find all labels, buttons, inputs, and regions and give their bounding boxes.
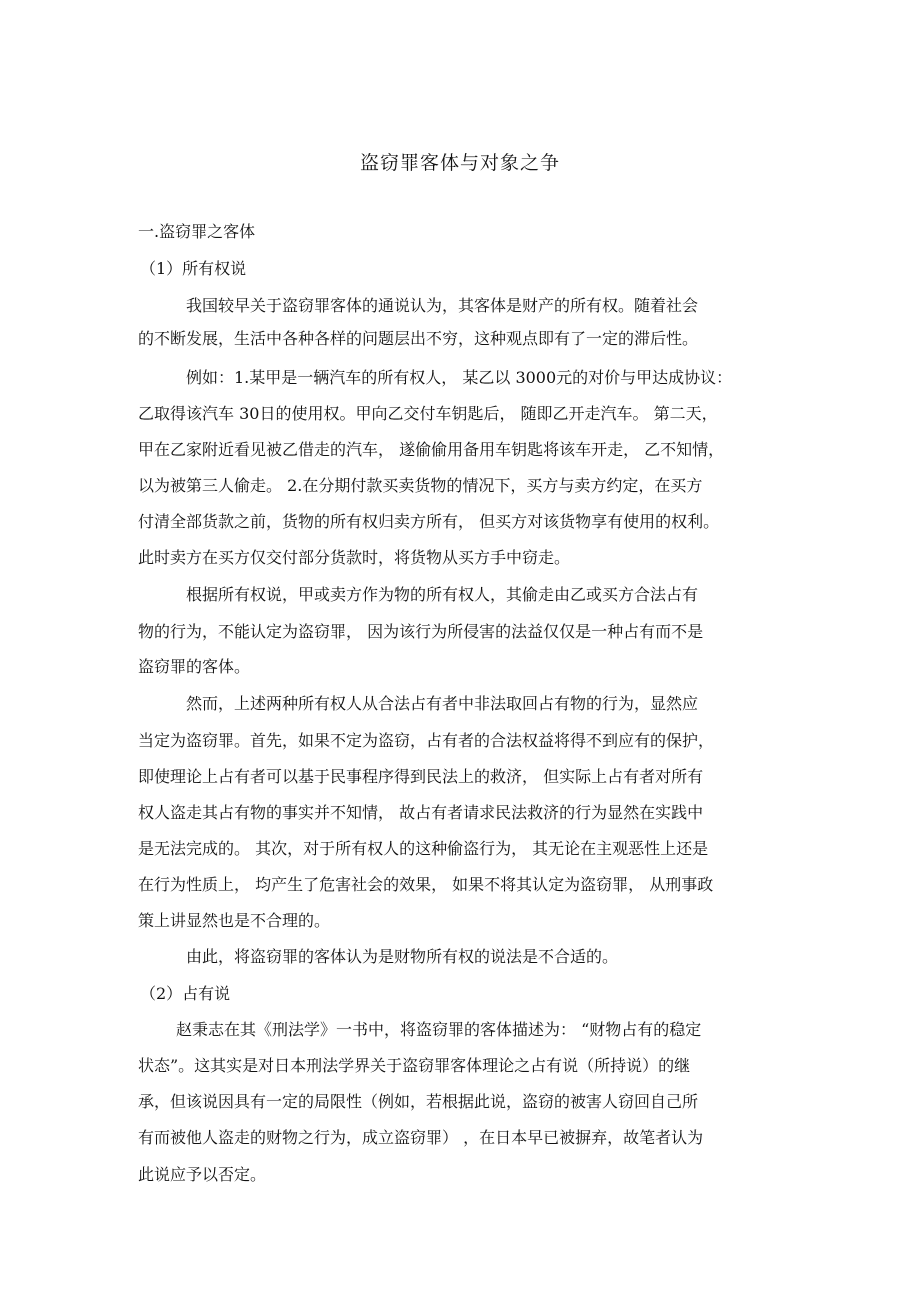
subsection-heading: （2）占有说 xyxy=(140,984,231,1003)
text-line: 乙取得该汽车 30日的使用权。甲向乙交付车钥匙后， 随即乙开走汽车。 第二天， xyxy=(138,404,718,423)
text-line: 在行为性质上， 均产生了危害社会的效果， 如果不将其认定为盗窃罪， 从刑事政 xyxy=(138,875,714,894)
text-line: 即使理论上占有者可以基于民事程序得到民法上的救济， 但实际上占有者对所有 xyxy=(138,767,704,786)
text-line: 承，但该说因具有一定的局限性（例如，若根据此说，盗窃的被害人窃回自己所 xyxy=(138,1092,699,1111)
section-heading: 一.盗窃罪之客体 xyxy=(138,222,256,241)
subsection-heading: （1）所有权说 xyxy=(140,259,247,278)
text-line: 物的行为，不能认定为盗窃罪， 因为该行为所侵害的法益仅仅是一种占有而不是 xyxy=(138,622,704,641)
text-line: 是无法完成的。 其次，对于所有权人的这种偷盗行为， 其无论在主观恶性上还是 xyxy=(138,839,709,858)
text-line: 根据所有权说，甲或卖方作为物的所有权人，其偷走由乙或买方合法占有 xyxy=(186,585,699,604)
text-line: 由此，将盗窃罪的客体认为是财物所有权的说法是不合适的。 xyxy=(186,947,619,966)
document-title: 盗窃罪客体与对象之争 xyxy=(359,152,560,174)
text-line: 此说应予以否定。 xyxy=(138,1165,267,1184)
text-line: 赵秉志在其《刑法学》一书中，将盗窃罪的客体描述为： “财物占有的稳定 xyxy=(176,1020,702,1039)
text-line: 权人盗走其占有物的事实并不知情， 故占有者请求民法救济的行为显然在实践中 xyxy=(138,803,704,822)
text-line: 盗窃罪的客体。 xyxy=(138,657,251,676)
text-line: 有而被他人盗走的财物之行为，成立盗窃罪） ，在日本早已被摒弃，故笔者认为 xyxy=(138,1128,704,1147)
text-line: 我国较早关于盗窃罪客体的通说认为，其客体是财产的所有权。随着社会 xyxy=(186,296,699,315)
text-line: 当定为盗窃罪。首先，如果不定为盗窃，占有者的合法权益将得不到应有的保护， xyxy=(138,731,715,750)
text-line: 状态”。这其实是对日本刑法学界关于盗窃罪客体理论之占有说（所持说）的继 xyxy=(138,1056,691,1075)
text-line: 以为被第三人偷走。 2.在分期付款买卖货物的情况下，买方与卖方约定，在买方 xyxy=(138,476,703,495)
text-line: 甲在乙家附近看见被乙借走的汽车， 遂偷偷用备用车钥匙将该车开走， 乙不知情， xyxy=(138,440,725,459)
text-line: 的不断发展，生活中各种各样的问题层出不穷，这种观点即有了一定的滞后性。 xyxy=(138,329,699,348)
text-line: 付清全部货款之前，货物的所有权归卖方所有， 但买方对该货物享有使用的权利。 xyxy=(138,512,720,531)
text-line: 此时卖方在买方仅交付部分货款时，将货物从买方手中窃走。 xyxy=(138,548,571,567)
text-line: 策上讲显然也是不合理的。 xyxy=(138,911,331,930)
text-line: 例如：1.某甲是一辆汽车的所有权人， 某乙以 3000元的对价与甲达成协议： xyxy=(186,368,733,387)
text-line: 然而，上述两种所有权人从合法占有者中非法取回占有物的行为，显然应 xyxy=(186,694,699,713)
